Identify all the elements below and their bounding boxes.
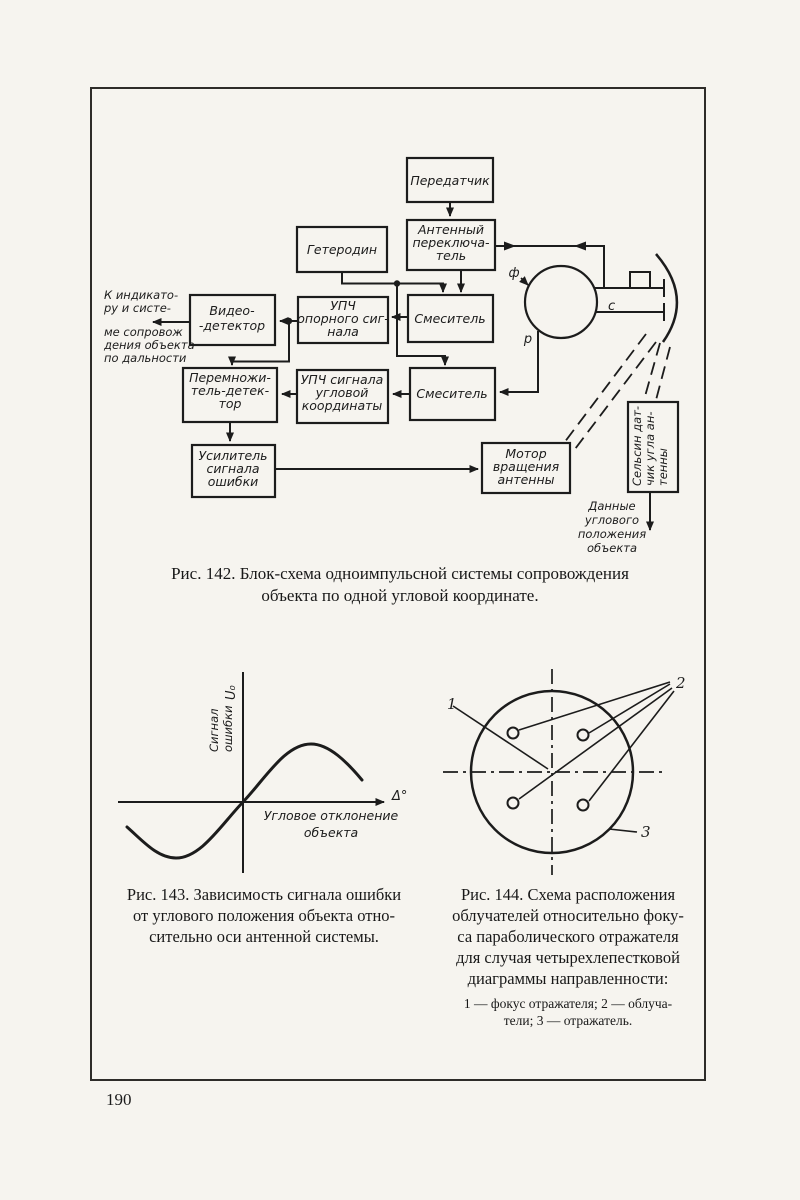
svg-text:дения объекта: дения объекта xyxy=(104,338,195,352)
arrowhead-left xyxy=(574,242,586,251)
svg-text:Угловое отклонение: Угловое отклонение xyxy=(263,808,399,823)
svg-text:ошибки: ошибки xyxy=(207,474,259,489)
svg-text:ошибки: ошибки xyxy=(221,705,235,752)
fig143-caption-line1: Рис. 143. Зависимость сигнала ошибки xyxy=(126,885,402,904)
svg-text:Гетеродин: Гетеродин xyxy=(306,242,378,257)
svg-text:Передатчик: Передатчик xyxy=(410,173,490,188)
svg-text:Данные: Данные xyxy=(588,499,636,513)
x-axis-symbol: Δ° xyxy=(392,789,408,804)
reflector-circle xyxy=(471,691,633,853)
svg-text:К индикато-: К индикато- xyxy=(104,288,179,302)
feed-lower-left xyxy=(508,798,519,809)
svg-text:координаты: координаты xyxy=(301,398,383,413)
fig144-legend-line2: тели; 3 — отражатель. xyxy=(503,1012,633,1028)
box-transmitter xyxy=(407,158,493,202)
waveguide-step xyxy=(630,272,650,288)
fig142-caption-line2: объекта по одной угловой координате. xyxy=(261,586,539,605)
port-label-phi: ф xyxy=(508,266,520,281)
box-selsyn xyxy=(628,402,678,492)
fig144-caption-line4: для случая четырехлепестковой xyxy=(456,948,680,967)
fig142-caption-line1: Рис. 142. Блок-схема одноимпульсной системы сопровождения xyxy=(171,564,629,583)
svg-text:переключа-: переключа- xyxy=(412,235,490,250)
callout-3: 3 xyxy=(641,823,651,841)
svg-text:опорного сиг-: опорного сиг- xyxy=(297,311,389,326)
fig144-legend xyxy=(432,996,704,1029)
svg-text:тель-детек-: тель-детек- xyxy=(190,383,270,398)
svg-text:Сигнал: Сигнал xyxy=(207,708,221,752)
box-motor xyxy=(482,443,570,493)
arrowhead-right xyxy=(504,242,516,251)
page-number: 190 xyxy=(106,1090,132,1109)
box-error-amplifier xyxy=(192,445,275,497)
svg-text:нала: нала xyxy=(327,324,359,339)
feed-upper-left xyxy=(508,728,519,739)
svg-text:вращения: вращения xyxy=(492,459,560,474)
fig142-block-diagram xyxy=(90,150,710,562)
callout-2: 2 xyxy=(676,674,686,692)
callout-line-reflector xyxy=(609,829,637,832)
port-label-c: с xyxy=(608,299,616,314)
phi-pointer xyxy=(521,278,528,285)
fig143-caption-line2: от углового положения объекта отно- xyxy=(132,906,396,925)
box-antenna-switch xyxy=(407,220,495,270)
svg-text:Смеситель: Смеситель xyxy=(416,386,488,401)
svg-text:углового: углового xyxy=(584,513,640,527)
fig144-feed-layout xyxy=(432,650,704,882)
svg-text:УПЧ сигнала: УПЧ сигнала xyxy=(300,372,384,387)
box-heterodyne xyxy=(297,227,387,272)
box-multiplier-detector xyxy=(183,368,277,422)
svg-text:Усилитель: Усилитель xyxy=(198,448,268,463)
svg-text:Смеситель: Смеситель xyxy=(414,311,486,326)
fig144-legend-line1: 1 — фокус отражателя; 2 — облуча- xyxy=(463,996,673,1011)
svg-text:объекта: объекта xyxy=(586,541,638,555)
svg-text:угловой: угловой xyxy=(315,385,369,400)
port-label-p: р xyxy=(523,332,533,347)
fig144-caption-line1: Рис. 144. Схема расположения xyxy=(460,885,676,904)
svg-text:тенны: тенны xyxy=(656,448,670,486)
hybrid-ring xyxy=(525,266,597,338)
y-axis-symbol: U₀ xyxy=(224,685,239,700)
svg-text:тор: тор xyxy=(218,396,242,411)
feed-upper-right xyxy=(578,730,589,741)
svg-text:чик угла ан-: чик угла ан- xyxy=(643,411,657,486)
y-axis-label xyxy=(207,684,239,752)
fig144-caption-line2: облучателей относительно фоку- xyxy=(452,906,684,925)
fig143-error-curve xyxy=(100,660,412,878)
svg-text:Перемножи-: Перемножи- xyxy=(189,370,271,385)
fig144-caption-line3: са параболического отражателя xyxy=(457,927,679,946)
left-note xyxy=(103,288,195,365)
data-note xyxy=(578,499,646,555)
svg-text:ру и систе-: ру и систе- xyxy=(104,301,171,315)
callout-1: 1 xyxy=(447,695,457,713)
svg-text:ме сопровож: ме сопровож xyxy=(104,325,183,339)
svg-text:антенны: антенны xyxy=(497,472,555,487)
fig143-caption xyxy=(98,884,430,947)
svg-text:тель: тель xyxy=(435,248,467,263)
svg-text:положения: положения xyxy=(577,527,647,541)
svg-text:-детектор: -детектор xyxy=(198,318,266,333)
svg-text:Антенный: Антенный xyxy=(417,222,485,237)
svg-text:объекта: объекта xyxy=(303,825,359,840)
svg-text:Сельсин дат-: Сельсин дат- xyxy=(630,405,644,486)
fig144-caption-line5: диаграммы направленности: xyxy=(467,969,669,988)
line-antenna-to-mixer-bottom xyxy=(500,331,538,392)
mech-link-selsyn-2 xyxy=(656,347,670,400)
reflector-arc xyxy=(656,254,677,342)
svg-text:УПЧ: УПЧ xyxy=(330,298,356,313)
box-mixer-top xyxy=(408,295,493,342)
svg-text:сигнала: сигнала xyxy=(206,461,260,476)
box-if-reference xyxy=(297,297,389,343)
box-video-detector xyxy=(190,295,275,345)
svg-text:Видео-: Видео- xyxy=(209,303,255,318)
x-axis-label xyxy=(264,808,399,840)
svg-text:Мотор: Мотор xyxy=(505,446,547,461)
feed-lower-right xyxy=(578,800,589,811)
box-mixer-bottom xyxy=(410,368,495,420)
fig144-caption xyxy=(432,884,704,1029)
box-if-angular xyxy=(297,370,388,423)
fig143-caption-line3: сительно оси антенной системы. xyxy=(149,927,379,946)
fig142-caption xyxy=(104,563,696,607)
line-heterodyne-to-mixer-top xyxy=(342,272,443,292)
svg-text:по дальности: по дальности xyxy=(104,351,187,365)
callout-line-focus xyxy=(453,706,548,769)
